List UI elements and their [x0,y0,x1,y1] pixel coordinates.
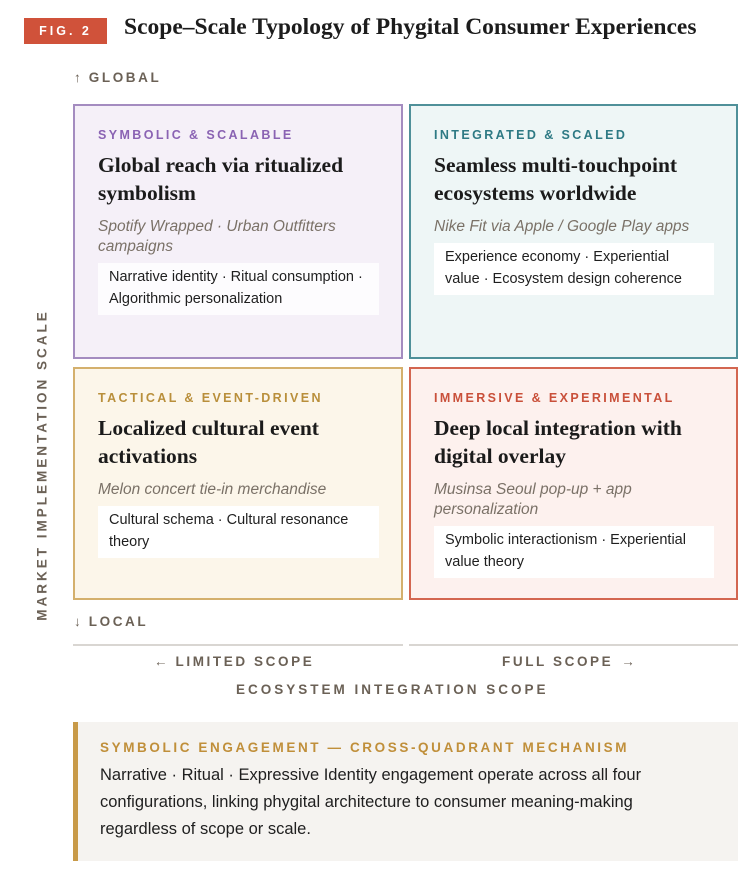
x-axis-title: ECOSYSTEM INTEGRATION SCOPE [236,682,549,697]
quadrant-theory-box: Symbolic interactionism · Experiential value theory [434,526,714,578]
quadrant-eyebrow: TACTICAL & EVENT-DRIVEN [98,391,323,405]
quadrant-symbolic-scalable [73,104,403,359]
quadrant-example: Melon concert tie-in merchandise [98,481,327,498]
full-scope-label: FULL SCOPE [502,654,614,669]
quadrant-eyebrow: SYMBOLIC & SCALABLE [98,128,294,142]
quadrant-heading: Localized cultural event activations [98,416,319,468]
quadrant-tactical-event-driven [73,367,403,600]
callout-title: SYMBOLIC ENGAGEMENT — CROSS-QUADRANT MECHANISM [100,740,630,755]
quadrant-example: Musinsa Seoul pop-up + app personalization [434,481,632,518]
quadrant-heading: Deep local integration with digital overlay [434,416,682,468]
figure-tag: FIG. 2 [24,18,107,44]
arrow-left-icon: ← [154,654,168,669]
arrow-up-icon: ↑ [74,70,81,85]
quadrant-theory-box: Cultural schema · Cultural resonance theory [98,506,379,558]
figure-title: Scope–Scale Typology of Phygital Consumer Experiences [124,14,697,40]
x-axis-left-label [154,654,314,669]
y-axis-top-label [74,70,161,85]
arrow-right-icon: → [621,654,635,669]
cross-quadrant-callout [73,722,738,861]
limited-scope-label: LIMITED SCOPE [175,654,315,669]
x-axis-right-label [502,654,635,669]
quadrant-example: Spotify Wrapped · Urban Outfitters campaigns [98,218,336,255]
global-label: GLOBAL [88,70,162,85]
local-label: LOCAL [88,614,149,629]
arrow-down-icon: ↓ [74,614,81,629]
quadrant-example: Nike Fit via Apple / Google Play apps [434,218,690,235]
x-axis-divider-left [73,644,403,646]
quadrant-eyebrow: INTEGRATED & SCALED [434,128,628,142]
quadrant-immersive-experimental [409,367,738,600]
quadrant-theory-box: Experience economy · Experiential value · Ecosystem design coherence [434,243,714,295]
x-axis-divider-right [409,644,738,646]
callout-body: Narrative · Ritual · Expressive Identity engagement operate across all four configurations, linking phygital architecture to consumer meaning-making regardless of scope or scale. [100,766,642,838]
quadrant-theory-box: Narrative identity · Ritual consumption · Algorithmic personalization [98,263,379,315]
quadrant-integrated-scaled [409,104,738,359]
quadrant-heading: Seamless multi-touchpoint ecosystems worldwide [434,153,678,205]
y-axis-title: MARKET IMPLEMENTATION SCALE [34,309,50,621]
quadrant-heading: Global reach via ritualized symbolism [98,153,344,205]
quadrant-eyebrow: IMMERSIVE & EXPERIMENTAL [434,391,675,405]
y-axis-bottom-label [74,614,148,629]
